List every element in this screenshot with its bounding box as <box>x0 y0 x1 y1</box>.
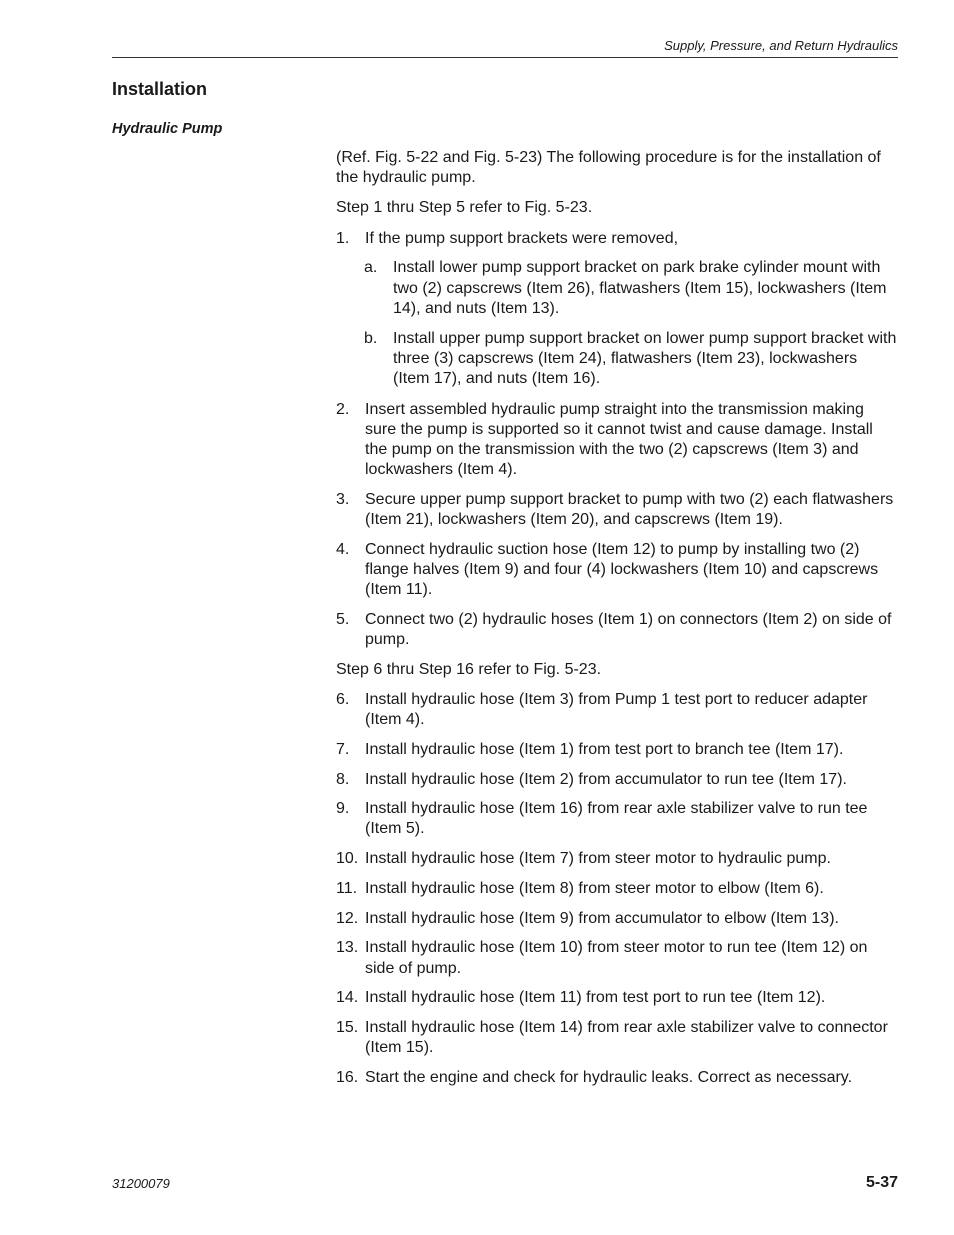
step-text: Connect two (2) hydraulic hoses (Item 1) on connectors (Item 2) on side of pump. <box>365 610 892 649</box>
step-number: 10. <box>336 850 359 868</box>
step-number: 5. <box>336 610 350 628</box>
step-number: 9. <box>336 800 350 818</box>
sub-step-text: Install upper pump support bracket on lower pump support bracket with three (3) capscrews (Item 24), flatwashers (Item 23), lockwashers (Item 17), and nuts (Item 16). <box>393 329 897 388</box>
step-number: 16. <box>336 1068 359 1086</box>
step-text: Install hydraulic hose (Item 11) from test port to run tee (Item 12). <box>365 989 826 1007</box>
step-number: 2. <box>336 400 350 418</box>
step-number: 12. <box>336 909 359 927</box>
step-text: Install hydraulic hose (Item 1) from test port to branch tee (Item 17). <box>365 740 844 758</box>
procedure-step <box>336 690 898 730</box>
step-number: 8. <box>336 770 350 788</box>
step-text: Install hydraulic hose (Item 2) from accumulator to run tee (Item 17). <box>365 770 847 788</box>
procedure-body <box>336 148 898 1098</box>
procedure-step <box>336 879 898 899</box>
procedure-step <box>336 799 898 839</box>
section-title: Installation <box>112 79 208 99</box>
sub-step-text: Install lower pump support bracket on park brake cylinder mount with two (2) capscrews (Item 26), flatwashers (Item 15), lockwashers (Item 14), and nuts (Item 13). <box>393 259 887 317</box>
sub-step <box>364 258 898 319</box>
step-number: 6. <box>336 690 350 708</box>
procedure-step <box>336 988 898 1008</box>
subsection-title: Hydraulic Pump <box>112 121 223 137</box>
document-number: 31200079 <box>112 1176 170 1191</box>
step-text: Install hydraulic hose (Item 9) from accumulator to elbow (Item 13). <box>365 909 839 927</box>
step-text: Install hydraulic hose (Item 10) from steer motor to run tee (Item 12) on side of pump. <box>365 939 868 977</box>
figure-reference: Step 1 thru Step 5 refer to Fig. 5-23. <box>336 199 593 217</box>
step-text: Install hydraulic hose (Item 7) from steer motor to hydraulic pump. <box>365 850 831 868</box>
procedure-step <box>336 909 898 929</box>
sub-step <box>364 329 898 390</box>
step-text: Install hydraulic hose (Item 16) from rear axle stabilizer valve to run tee (Item 5). <box>365 800 868 838</box>
step-number: 14. <box>336 989 359 1007</box>
procedure-step <box>336 770 898 790</box>
figure-reference: Step 6 thru Step 16 refer to Fig. 5-23. <box>336 660 602 678</box>
step-text: Install hydraulic hose (Item 3) from Pump 1 test port to reducer adapter (Item 4). <box>365 690 868 729</box>
step-text: If the pump support brackets were removed, <box>365 229 679 247</box>
header-rule <box>112 57 898 58</box>
step-text: Insert assembled hydraulic pump straight into the transmission making sure the pump is supported so it cannot twist and cause damage. Install the pump on the transmission with the two (2) capscrews (Item 3) and lockwashers (Item 4). <box>365 400 873 479</box>
step-number: 3. <box>336 490 350 508</box>
page-number: 5-37 <box>865 1174 898 1191</box>
procedure-step <box>336 490 898 530</box>
procedure-step <box>336 400 898 481</box>
procedure-step <box>336 540 898 601</box>
step-text: Install hydraulic hose (Item 14) from rear axle stabilizer valve to connector (Item 15). <box>365 1018 888 1057</box>
procedure-step <box>336 849 898 869</box>
step-text: Install hydraulic hose (Item 8) from steer motor to elbow (Item 6). <box>365 879 824 897</box>
intro-paragraph: (Ref. Fig. 5-22 and Fig. 5-23) The following procedure is for the installation of the hydraulic pump. <box>336 149 881 187</box>
step-number: 7. <box>336 740 350 758</box>
sub-step-letter: a. <box>364 259 378 277</box>
sub-step-letter: b. <box>364 329 378 347</box>
procedure-step <box>336 740 898 760</box>
step-number: 11. <box>336 879 358 897</box>
step-number: 4. <box>336 540 350 558</box>
step-text: Connect hydraulic suction hose (Item 12) to pump by installing two (2) flange halves (Item 9) and four (4) lockwashers (Item 10) and capscrews (Item 11). <box>365 540 879 599</box>
step-number: 15. <box>336 1018 359 1036</box>
procedure-step <box>336 938 898 978</box>
procedure-step <box>336 610 898 650</box>
step-number: 1. <box>336 229 350 247</box>
running-header: Supply, Pressure, and Return Hydraulics <box>664 38 898 53</box>
step-number: 13. <box>336 939 359 957</box>
procedure-step <box>336 1018 898 1058</box>
step-text: Secure upper pump support bracket to pump with two (2) each flatwashers (Item 21), lockwashers (Item 20), and capscrews (Item 19). <box>365 490 894 529</box>
step-text: Start the engine and check for hydraulic leaks. Correct as necessary. <box>365 1068 853 1086</box>
procedure-step <box>336 229 898 249</box>
procedure-step <box>336 1068 898 1088</box>
